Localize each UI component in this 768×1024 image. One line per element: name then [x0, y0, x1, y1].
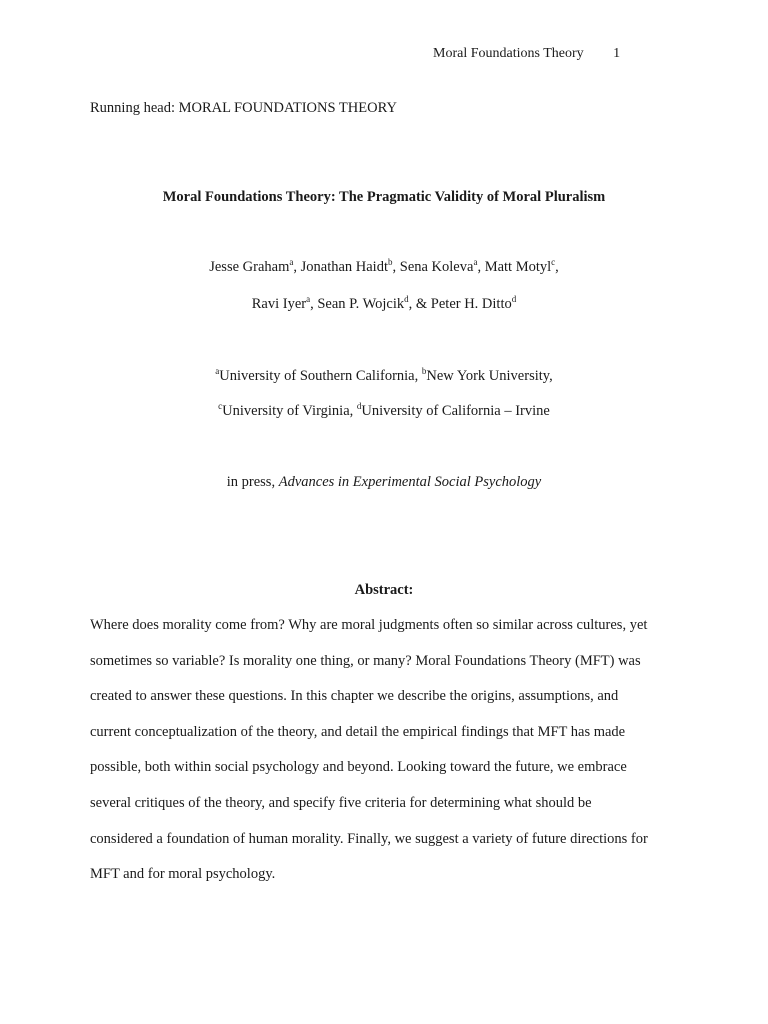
affiliation-key: a	[215, 366, 220, 377]
author-line-1	[0, 259, 768, 276]
author-separator: ,	[392, 259, 400, 275]
affiliation-name: University of California – Irvine	[361, 403, 550, 419]
abstract-line: created to answer these questions. In this chapter we describe the origins, assumptions, and	[90, 688, 619, 705]
affiliation-line-2	[0, 403, 768, 420]
abstract-body	[90, 611, 690, 896]
affiliation-name: New York University	[426, 368, 550, 384]
author-name: Peter H. Ditto	[430, 296, 512, 312]
abstract-line: sometimes so variable? Is morality one thing, or many? Moral Foundations Theory (MFT) was	[90, 652, 641, 669]
affiliation-separator: ,	[349, 403, 357, 419]
author-name: Matt Motyl	[484, 259, 552, 275]
abstract-line: considered a foundation of human morality. Finally, we suggest a variety of future directions for	[90, 830, 648, 847]
author-separator: ,	[310, 296, 318, 312]
author-affiliation-mark: b	[388, 257, 393, 268]
journal-name: Advances in Experimental Social Psychology	[278, 474, 542, 490]
abstract-line: several critiques of the theory, and specify five criteria for determining what should be	[90, 794, 592, 811]
affiliation-key: d	[356, 401, 362, 412]
author-separator: ,	[555, 259, 559, 275]
author-name: Jesse Graham	[209, 259, 290, 275]
page-number: 1	[613, 46, 621, 61]
affiliation-key: b	[421, 366, 427, 377]
author-name: Sena Koleva	[399, 259, 474, 275]
author-affiliation-mark: a	[306, 294, 311, 305]
author-affiliation-mark: c	[551, 257, 556, 268]
author-name: Sean P. Wojcik	[317, 296, 405, 312]
header-short-title: Moral Foundations Theory	[433, 46, 584, 61]
abstract-line: MFT and for moral psychology.	[90, 866, 276, 883]
author-separator: ,	[293, 259, 301, 275]
affiliation-name: University of Southern California	[219, 368, 415, 384]
affiliation-name: University of Virginia	[222, 403, 350, 419]
abstract-heading: Abstract:	[354, 582, 414, 598]
paper-title: Moral Foundations Theory: The Pragmatic Validity of Moral Pluralism	[162, 189, 606, 205]
affiliation-line-1	[0, 368, 768, 385]
author-separator: , &	[408, 296, 431, 312]
abstract-line: possible, both within social psychology and beyond. Looking toward the future, we embrace	[90, 759, 627, 776]
author-name: Jonathan Haidt	[300, 259, 388, 275]
author-affiliation-mark: a	[473, 257, 478, 268]
publication-status-text: in press,	[226, 474, 279, 490]
running-head: Running head: MORAL FOUNDATIONS THEORY	[90, 100, 397, 116]
author-affiliation-mark: d	[511, 294, 517, 305]
author-name: Ravi Iyer	[251, 296, 307, 312]
affiliation-separator: ,	[414, 368, 422, 384]
affiliation-separator: ,	[549, 368, 553, 384]
author-separator: ,	[477, 259, 485, 275]
abstract-line: current conceptualization of the theory, and detail the empirical findings that MFT has made	[90, 723, 626, 740]
publication-status	[0, 474, 768, 491]
author-line-2	[0, 296, 768, 313]
page-header	[433, 46, 620, 62]
affiliation-key: c	[218, 401, 223, 412]
author-affiliation-mark: a	[289, 257, 294, 268]
abstract-line: Where does morality come from? Why are moral judgments often so similar across cultures, yet	[90, 617, 648, 633]
author-affiliation-mark: d	[404, 294, 409, 305]
